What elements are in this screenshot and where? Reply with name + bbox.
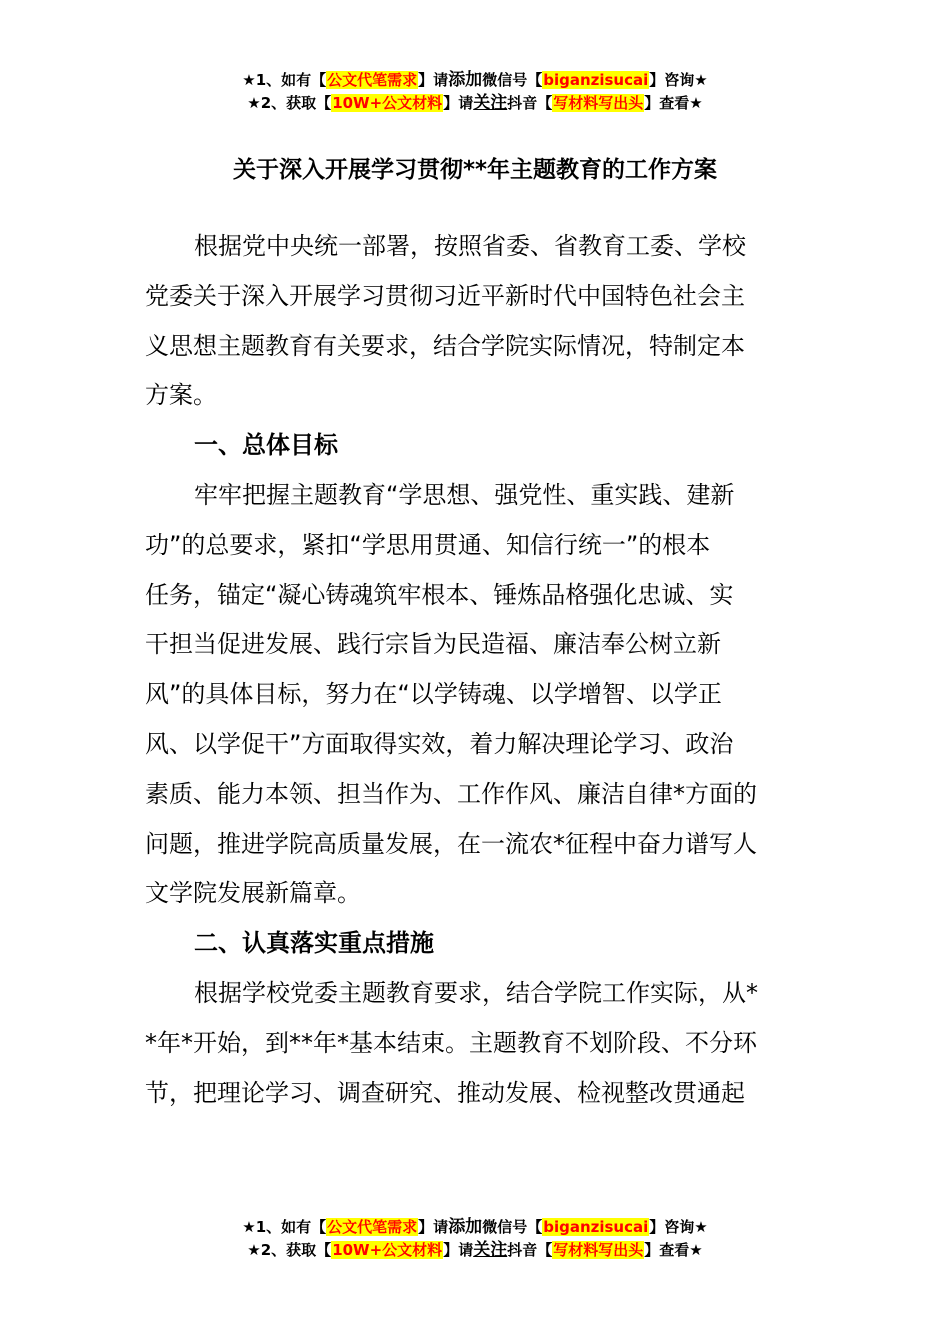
- banner-line-1: ★1、如有【公文代笔需求】请添加微信号【biganzisucai】咨询★: [242, 70, 708, 90]
- section-heading: 二、认真落实重点措施: [194, 929, 434, 958]
- paragraph-line: 党委关于深入开展学习贯彻习近平新时代中国特色社会主: [145, 281, 745, 310]
- paragraph-line: 根据学校党委主题教育要求，结合学院工作实际，从*: [194, 978, 758, 1007]
- banner-highlight: 公文代笔需求: [327, 71, 418, 89]
- banner-highlight: 公文代笔需求: [327, 1218, 418, 1236]
- banner-highlight: biganzisucai: [543, 1218, 649, 1236]
- paragraph-line: 牢牢把握主题教育“学思想、强党性、重实践、建新: [194, 480, 735, 509]
- paragraph-line: 功”的总要求，紧扣“学思用贯通、知信行统一”的根本: [145, 530, 711, 559]
- paragraph-line: 干担当促进发展、践行宗旨为民造福、廉洁奉公树立新: [145, 630, 721, 659]
- footer-banner: [0, 1216, 950, 1262]
- header-banner: [0, 69, 950, 115]
- paragraph-line: 根据党中央统一部署，按照省委、省教育工委、学校: [194, 232, 746, 260]
- paragraph-line: 义思想主题教育有关要求，结合学院实际情况，特制定本: [145, 331, 745, 360]
- paragraph-line: 风、以学促干”方面取得实效，着力解决理论学习、政治: [145, 729, 734, 758]
- banner-line-2: ★2、获取【10W+公文材料】请关注抖音【写材料写出头】查看★: [247, 1240, 703, 1260]
- paragraph-line: 节，把理论学习、调查研究、推动发展、检视整改贯通起: [145, 1078, 745, 1107]
- paragraph-line: 风”的具体目标，努力在“以学铸魂、以学增智、以学正: [145, 680, 722, 709]
- document-title: 关于深入开展学习贯彻**年主题教育的工作方案: [232, 157, 718, 183]
- paragraph-line: *年*开始，到**年*基本结束。主题教育不划阶段、不分环: [145, 1028, 757, 1057]
- banner-highlight: 10W+公文材料: [332, 1241, 443, 1259]
- paragraph-line: 任务，锚定“凝心铸魂筑牢根本、锤炼品格强化忠诚、实: [145, 580, 734, 609]
- banner-highlight: 10W+公文材料: [332, 94, 443, 112]
- paragraph-line: 文学院发展新篇章。: [145, 879, 361, 908]
- banner-highlight: 写材料写出头: [553, 1241, 644, 1259]
- banner-line-1: ★1、如有【公文代笔需求】请添加微信号【biganzisucai】咨询★: [242, 1217, 708, 1237]
- paragraph-line: 素质、能力本领、担当作为、工作作风、廉洁自律*方面的: [145, 779, 757, 808]
- paragraph-line: 方案。: [145, 381, 217, 410]
- banner-highlight: biganzisucai: [543, 71, 649, 89]
- section-heading: 一、总体目标: [194, 431, 338, 460]
- banner-highlight: 写材料写出头: [553, 94, 644, 112]
- document-body: [145, 222, 805, 1118]
- paragraph-line: 问题，推进学院高质量发展，在一流农*征程中奋力谱写人: [145, 829, 757, 858]
- banner-line-2: ★2、获取【10W+公文材料】请关注抖音【写材料写出头】查看★: [247, 93, 703, 113]
